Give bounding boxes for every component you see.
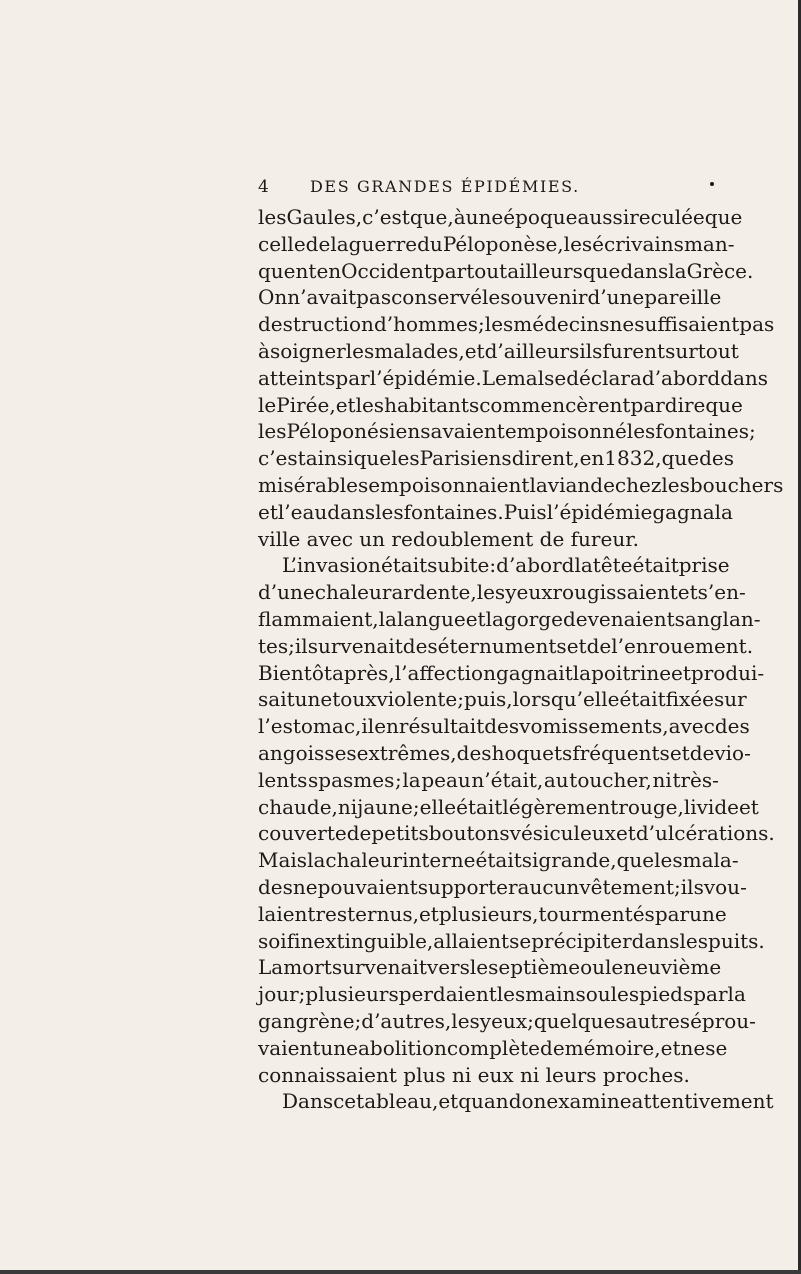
text-line: destruction d’hommes; les médecins ne suffisaient pas bbox=[258, 312, 775, 337]
text-line: Dans ce tableau, et quand on examine attentivement bbox=[282, 1089, 774, 1114]
text-line: les Péloponésiens avaient empoisonné les fontaines ; bbox=[258, 419, 756, 444]
text-line: On n’avait pas conservé le souvenir d’une pareille bbox=[258, 285, 722, 310]
text-line: laient rester nus, et plusieurs, tourmentés par une bbox=[258, 901, 727, 926]
text-line: couverte de petits boutons vésiculeux et d’ulcérations. bbox=[258, 821, 775, 846]
text-line: connaissaient plus ni eux ni leurs proches. bbox=[258, 1062, 690, 1087]
text-line: chaude, ni jaune; elle était légèrement rouge, livide et bbox=[258, 794, 759, 819]
running-title: DES GRANDES ÉPIDÉMIES. bbox=[310, 177, 580, 196]
text-line: La mort survenait vers le septième ou le neuvième bbox=[258, 955, 722, 980]
text-line: Mais la chaleur interne était si grande, que les mala- bbox=[258, 848, 739, 873]
text-line: flammaient, la langue et la gorge devenaient sanglan- bbox=[258, 606, 761, 631]
text-line: atteints par l’épidémie. Le mal se déclara d’abord dans bbox=[258, 365, 769, 390]
text-line: l’estomac, il en résultait des vomissements, avec des bbox=[258, 714, 750, 739]
text-line: tes ; il survenait des éternuments et de l’enrouement. bbox=[258, 633, 754, 658]
text-line: lents spasmes ; la peau n’était, au toucher, ni très- bbox=[258, 767, 719, 792]
text-line: L’invasion était subite : d’abord la tête était prise bbox=[282, 553, 730, 578]
text-line: et l’eau dans les fontaines. Puis l’épidémie gagna la bbox=[258, 499, 733, 524]
text-line: Bientôt après, l’affection gagnait la poitrine et produi- bbox=[258, 660, 765, 685]
text-line: les Gaules, c’est que, à une époque aussi reculée que bbox=[258, 205, 743, 229]
text-line: gangrène; d’autres, les yeux; quelques autres éprou- bbox=[258, 1008, 756, 1033]
text-line: vaient une abolition complète de mémoire, et ne se bbox=[258, 1035, 728, 1060]
text-line: soif inextinguible, allaient se précipiter dans les puits. bbox=[258, 928, 765, 953]
text-line: le Pirée, et les habitants commencèrent par dire que bbox=[258, 392, 743, 417]
text-line: à soigner les malades, et d’ailleurs ils furent surtout bbox=[258, 338, 739, 363]
text-line: ville avec un redoublement de fureur. bbox=[258, 526, 639, 551]
scan-edge-bottom bbox=[0, 1270, 801, 1274]
text-line: quent en Occident partout ailleurs que dans la Grèce. bbox=[258, 258, 754, 283]
text-line: c’est ainsi que les Parisiens dirent, en 1832, que des bbox=[258, 446, 734, 471]
page-number: 4 bbox=[258, 177, 269, 197]
header-ornament-dot bbox=[710, 182, 714, 186]
text-line: angoisses extrêmes, des hoquets fréquents et de vio- bbox=[258, 740, 751, 765]
text-line: celle de la guerre du Péloponèse, les écrivains man- bbox=[258, 231, 735, 256]
text-line: d’une chaleur ardente, les yeux rougissaient et s’en- bbox=[258, 580, 746, 605]
text-line: sait une toux violente; puis, lorsqu’elle était fixée sur bbox=[258, 687, 747, 712]
text-line: des ne pouvaient supporter aucun vêtement; ils vou- bbox=[258, 874, 747, 899]
text-line: misérables empoisonnaient la viande chez les bouchers bbox=[258, 472, 784, 497]
running-header bbox=[258, 176, 718, 198]
text-line: jour; plusieurs perdaient les mains ou les pieds par la bbox=[258, 982, 746, 1007]
body-text bbox=[258, 204, 784, 1115]
